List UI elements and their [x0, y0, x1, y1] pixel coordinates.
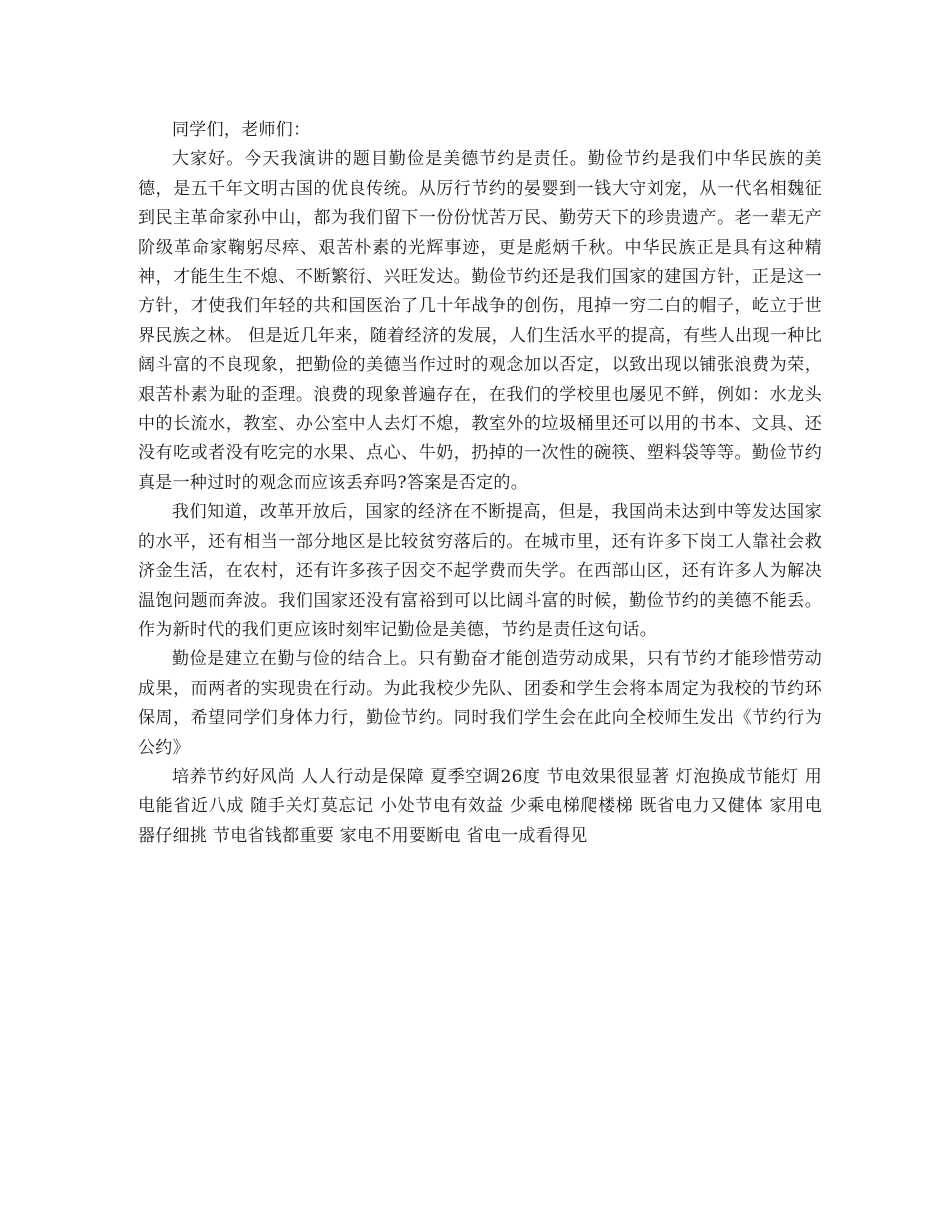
pledge-paragraph: 培养节约好风尚 人人行动是保障 夏季空调26度 节电效果很显著 灯泡换成节能灯 用电能省近八成 随手关灯莫忘记 小处节电有效益 少乘电梯爬楼梯 既省电力又健体 家用电器仔细挑 节电省钱都重要 家电不用要断电 省电一成看得见 [138, 766, 822, 846]
body-paragraph-1: 大家好。今天我演讲的题目勤俭是美德节约是责任。勤俭节约是我们中华民族的美德，是五千年文明古国的优良传统。从厉行节约的晏婴到一钱大守刘宠，从一代名相魏征到民主革命家孙中山，都为我们留下一份份忧苦万民、勤劳天下的珍贵遗产。老一辈无产阶级革命家鞠躬尽瘁、艰苦朴素的光辉事迹，更是彪炳千秋。中华民族正是具有这种精神，才能生生不熄、不断繁衍、兴旺发达。勤俭节约还是我们国家的建国方针，正是这一方针，才使我们年轻的共和国医治了几十年战争的创伤，甩掉一穷二白的帽子，屹立于世界民族之林。 但是近几年来，随着经济的发展，人们生活水平的提高，有些人出现一种比阔斗富的不良现象，把勤俭的美德当作过时的观念加以否定，以致出现以铺张浪费为荣，艰苦朴素为耻的歪理。浪费的现象普遍存在，在我们的学校里也屡见不鲜，例如：水龙头中的长流水，教室、办公室中人去灯不熄，教室外的垃圾桶里还可以用的书本、文具、还没有吃或者没有吃完的水果、点心、牛奶，扔掉的一次性的碗筷、塑料袋等等。勤俭节约真是一种过时的观念而应该丢弃吗?答案是否定的。 [138, 149, 822, 493]
greeting-paragraph: 同学们，老师们： [172, 120, 311, 140]
speech-body [138, 116, 822, 851]
body-paragraph-3: 勤俭是建立在勤与俭的结合上。只有勤奋才能创造劳动成果，只有节约才能珍惜劳动成果，而两者的实现贵在行动。为此我校少先队、团委和学生会将本周定为我校的节约环保周，希望同学们身体力行，勤俭节约。同时我们学生会在此向全校师生发出《节约行为公约》 [138, 649, 822, 758]
body-paragraph-2: 我们知道，改革开放后，国家的经济在不断提高，但是，我国尚未达到中等发达国家的水平，还有相当一部分地区是比较贫穷落后的。在城市里，还有许多下岗工人靠社会救济金生活，在农村，还有许多孩子因交不起学费而失学。在西部山区，还有许多人为解决温饱问题而奔波。我们国家还没有富裕到可以比阔斗富的时候，勤俭节约的美德不能丢。作为新时代的我们更应该时刻牢记勤俭是美德，节约是责任这句话。 [138, 502, 822, 640]
